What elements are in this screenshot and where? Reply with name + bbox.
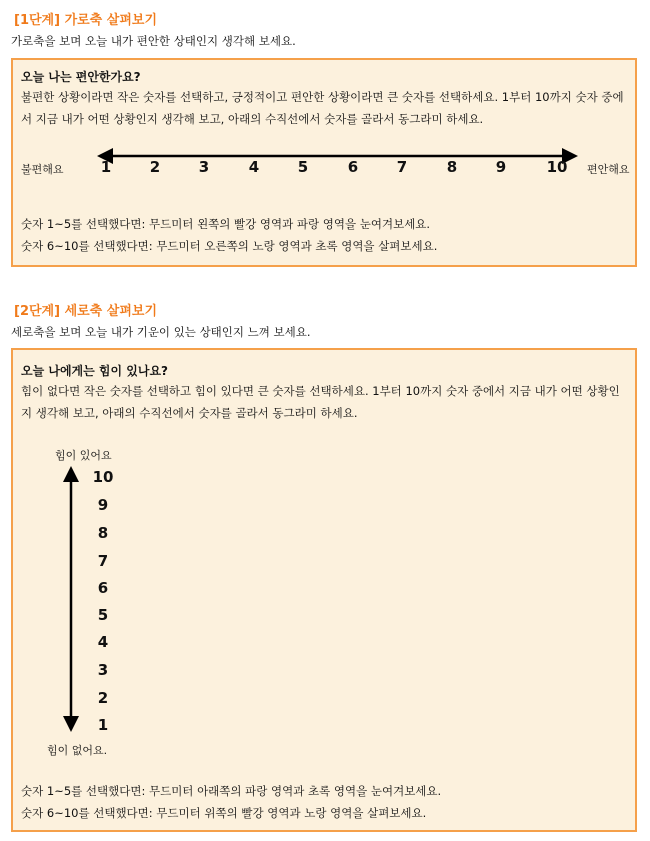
h-scale-10[interactable]: 10 [546,158,568,176]
h-scale-3[interactable]: 3 [198,158,210,176]
h-scale-6[interactable]: 6 [347,158,359,176]
step2-note2: 숫자 6~10를 선택했다면: 무드미터 위쪽의 빨강 영역과 노랑 영역을 살펴보세요. [21,806,427,820]
h-scale-9[interactable]: 9 [495,158,507,176]
v-scale-8[interactable]: 8 [97,524,109,542]
comfortable-label: 편안해요 [587,163,630,176]
step2-question: 오늘 나에게는 힘이 있나요? [21,364,169,378]
v-scale-9[interactable]: 9 [97,496,109,514]
step2-box [11,348,637,832]
step1-description: 가로축을 보며 오늘 내가 편안한 상태인지 생각해 보세요. [11,34,296,48]
step2-description: 세로축을 보며 오늘 내가 기운이 있는 상태인지 느껴 보세요. [11,325,311,339]
tired-label: 힘이 없어요. [47,744,108,757]
v-scale-5[interactable]: 5 [97,606,109,624]
energetic-label: 힘이 있어요 [55,449,112,462]
h-scale-2[interactable]: 2 [149,158,161,176]
h-scale-4[interactable]: 4 [248,158,260,176]
step1-paragraph: 불편한 상황이라면 작은 숫자를 선택하고, 긍정적이고 편안한 상황이라면 큰 숫자를 선택하세요. 1부터 10까지 숫자 중에서 지금 내가 어떤 상황인지 생각해 보고, 아래의 수직선에서 숫자를 골라서 동그라미 하세요. [21,90,624,126]
step1-note2: 숫자 6~10를 선택했다면: 무드미터 오른쪽의 노랑 영역과 초록 영역을 살펴보세요. [21,239,438,253]
step1-question: 오늘 나는 편안한가요? [21,70,141,84]
v-scale-6[interactable]: 6 [97,579,109,597]
v-scale-10[interactable]: 10 [92,468,114,486]
v-scale-2[interactable]: 2 [97,689,109,707]
h-scale-1[interactable]: 1 [100,158,112,176]
step2-paragraph: 힘이 없다면 작은 숫자를 선택하고 힘이 있다면 큰 숫자를 선택하세요. 1부터 10까지 숫자 중에서 지금 내가 어떤 상황인지 생각해 보고, 아래의 수직선에서 숫자를 골라서 동그라미 하세요. [21,384,620,420]
v-scale-7[interactable]: 7 [97,552,109,570]
v-scale-1[interactable]: 1 [97,716,109,734]
step2-title: [2단계] 세로축 살펴보기 [14,304,158,319]
step1-box [11,58,637,267]
h-scale-5[interactable]: 5 [297,158,309,176]
v-scale-3[interactable]: 3 [97,661,109,679]
step1-note1: 숫자 1~5를 선택했다면: 무드미터 왼쪽의 빨강 영역과 파랑 영역을 눈여겨보세요. [21,217,431,231]
h-scale-8[interactable]: 8 [446,158,458,176]
h-scale-7[interactable]: 7 [396,158,408,176]
step1-title: [1단계] 가로축 살펴보기 [14,13,158,28]
v-scale-4[interactable]: 4 [97,633,109,651]
step2-note1: 숫자 1~5를 선택했다면: 무드미터 아래쪽의 파랑 영역과 초록 영역을 눈여겨보세요. [21,784,442,798]
uncomfortable-label: 불편해요 [21,163,64,176]
